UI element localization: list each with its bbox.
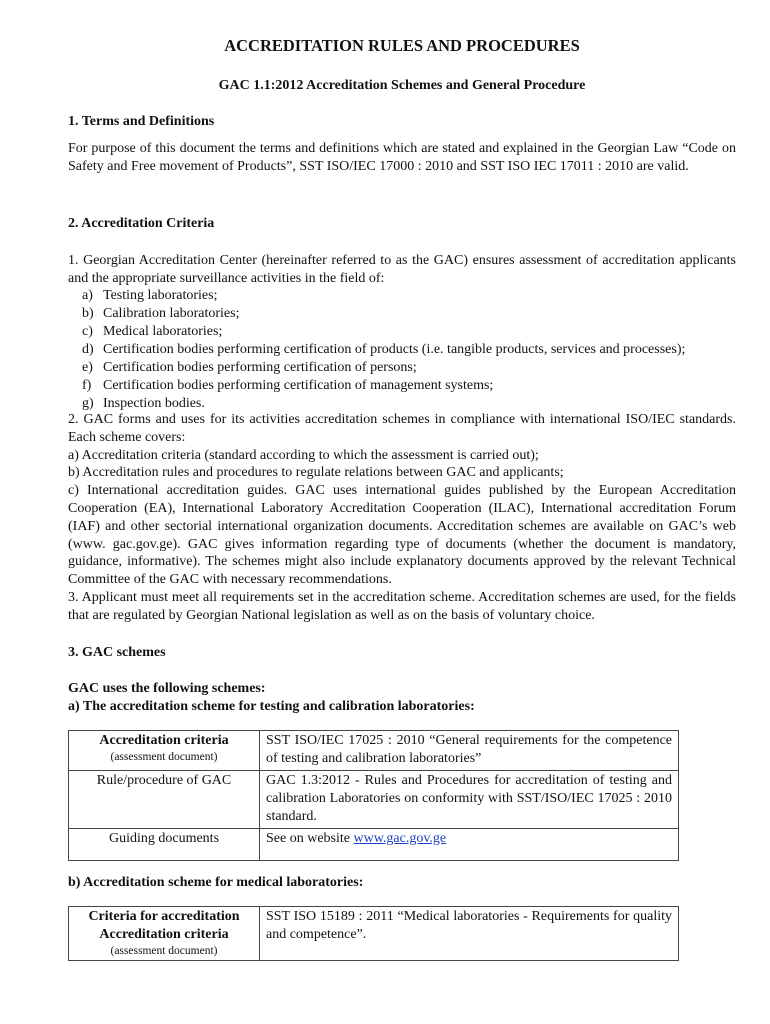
criteria-sublabel: (assessment document) bbox=[110, 945, 218, 957]
rule-value: GAC 1.3:2012 - Rules and Procedures for accreditation of testing and calibration Laboratories on conformity with SST/ISO/IEC 17025 : 2010 standard. bbox=[260, 771, 679, 829]
list-item: a) Testing laboratories; bbox=[82, 288, 218, 303]
point3-text: 3. Applicant must meet all requirements set in the accreditation scheme. Accreditation schemes are used, for the fields that are regulated by Georgian National legislation as well as on the basis of voluntary choice. bbox=[68, 589, 736, 623]
document-title: ACCREDITATION RULES AND PROCEDURES bbox=[224, 36, 580, 55]
section1-heading: 1. Terms and Definitions bbox=[68, 114, 215, 129]
point2b-text: b) Accreditation rules and procedures to regulate relations between GAC and applicants; bbox=[68, 465, 564, 481]
criteria-value: SST ISO 15189 : 2011 “Medical laboratories - Requirements for quality and competence”. bbox=[260, 907, 679, 961]
section2-intro: 1. Georgian Accreditation Center (hereinafter referred to as the GAC) ensures assessment of accreditation applicants and the appropriate surveillance activities in the field of: bbox=[68, 253, 736, 286]
list-item: d) Certification bodies performing certification of products (i.e. tangible products, services and processes); bbox=[82, 342, 686, 357]
table-row bbox=[69, 907, 679, 961]
section3-uses: GAC uses the following schemes: bbox=[68, 681, 266, 696]
point2a-text: a) Accreditation criteria (standard according to which the assessment is carried out); bbox=[68, 447, 539, 463]
table-cell bbox=[260, 829, 679, 861]
list-item: f) Certification bodies performing certification of management systems; bbox=[82, 378, 494, 393]
list-item: c) Medical laboratories; bbox=[82, 324, 223, 339]
point2-text: 2. GAC forms and uses for its activities accreditation schemes in compliance with international ISO/IEC standards. Each scheme covers: bbox=[68, 412, 736, 445]
section2-heading: 2. Accreditation Criteria bbox=[68, 216, 215, 231]
scheme-a-heading: a) The accreditation scheme for testing and calibration laboratories: bbox=[68, 699, 475, 714]
section3-heading: 3. GAC schemes bbox=[68, 645, 166, 660]
table-row bbox=[69, 829, 679, 861]
gac-website-link[interactable]: www.gac.gov.ge bbox=[353, 831, 447, 846]
list-item: b) Calibration laboratories; bbox=[82, 306, 240, 321]
criteria-sublabel: (assessment document) bbox=[110, 751, 218, 763]
criteria-label: Criteria for accreditation bbox=[88, 909, 240, 924]
rule-label: Rule/procedure of GAC bbox=[69, 771, 260, 829]
table-cell bbox=[69, 907, 260, 961]
section2-points bbox=[68, 411, 736, 625]
document-subtitle: GAC 1.1:2012 Accreditation Schemes and General Procedure bbox=[218, 78, 586, 93]
list-item: e) Certification bodies performing certification of persons; bbox=[82, 360, 417, 375]
criteria-value: SST ISO/IEC 17025 : 2010 “General requirements for the competence of testing and calibration laboratories” bbox=[260, 731, 679, 771]
table-row bbox=[69, 771, 679, 829]
section1-text: For purpose of this document the terms and definitions which are stated and explained in the Georgian Law “Code on Safety and Free movement of Products”, SST ISO/IEC 17000 : 2010 and SST ISO IEC 17011 : 2010 are valid. bbox=[68, 141, 736, 174]
criteria-label-2: Accreditation criteria bbox=[99, 927, 229, 942]
scheme-b-table bbox=[68, 906, 679, 961]
guiding-label: Guiding documents bbox=[69, 829, 260, 861]
table-cell bbox=[69, 731, 260, 771]
scheme-a-table bbox=[68, 730, 679, 861]
point2c-text: c) International accreditation guides. GAC uses international guides published by the European Accreditation Cooperation (EA), International Laboratory Accreditation Cooperation (ILAC), International accreditation Forum (IAF) and other sectorial international organization documents. Accreditation schemes are available on GAC’s web (www. gac.gov.ge). GAC gives information regarding type of documents (whether the document is mandatory, guidance, informative). The schemes might also include explanatory documents approved by the relevant Technical Committee of the GAC with necessary recommendations. bbox=[68, 483, 736, 588]
list-item: g) Inspection bodies. bbox=[82, 396, 205, 411]
table-row bbox=[69, 731, 679, 771]
criteria-label: Accreditation criteria bbox=[99, 733, 229, 748]
accreditation-fields-list bbox=[68, 287, 736, 413]
guiding-prefix: See on website bbox=[266, 831, 354, 846]
scheme-b-heading: b) Accreditation scheme for medical laboratories: bbox=[68, 875, 364, 890]
